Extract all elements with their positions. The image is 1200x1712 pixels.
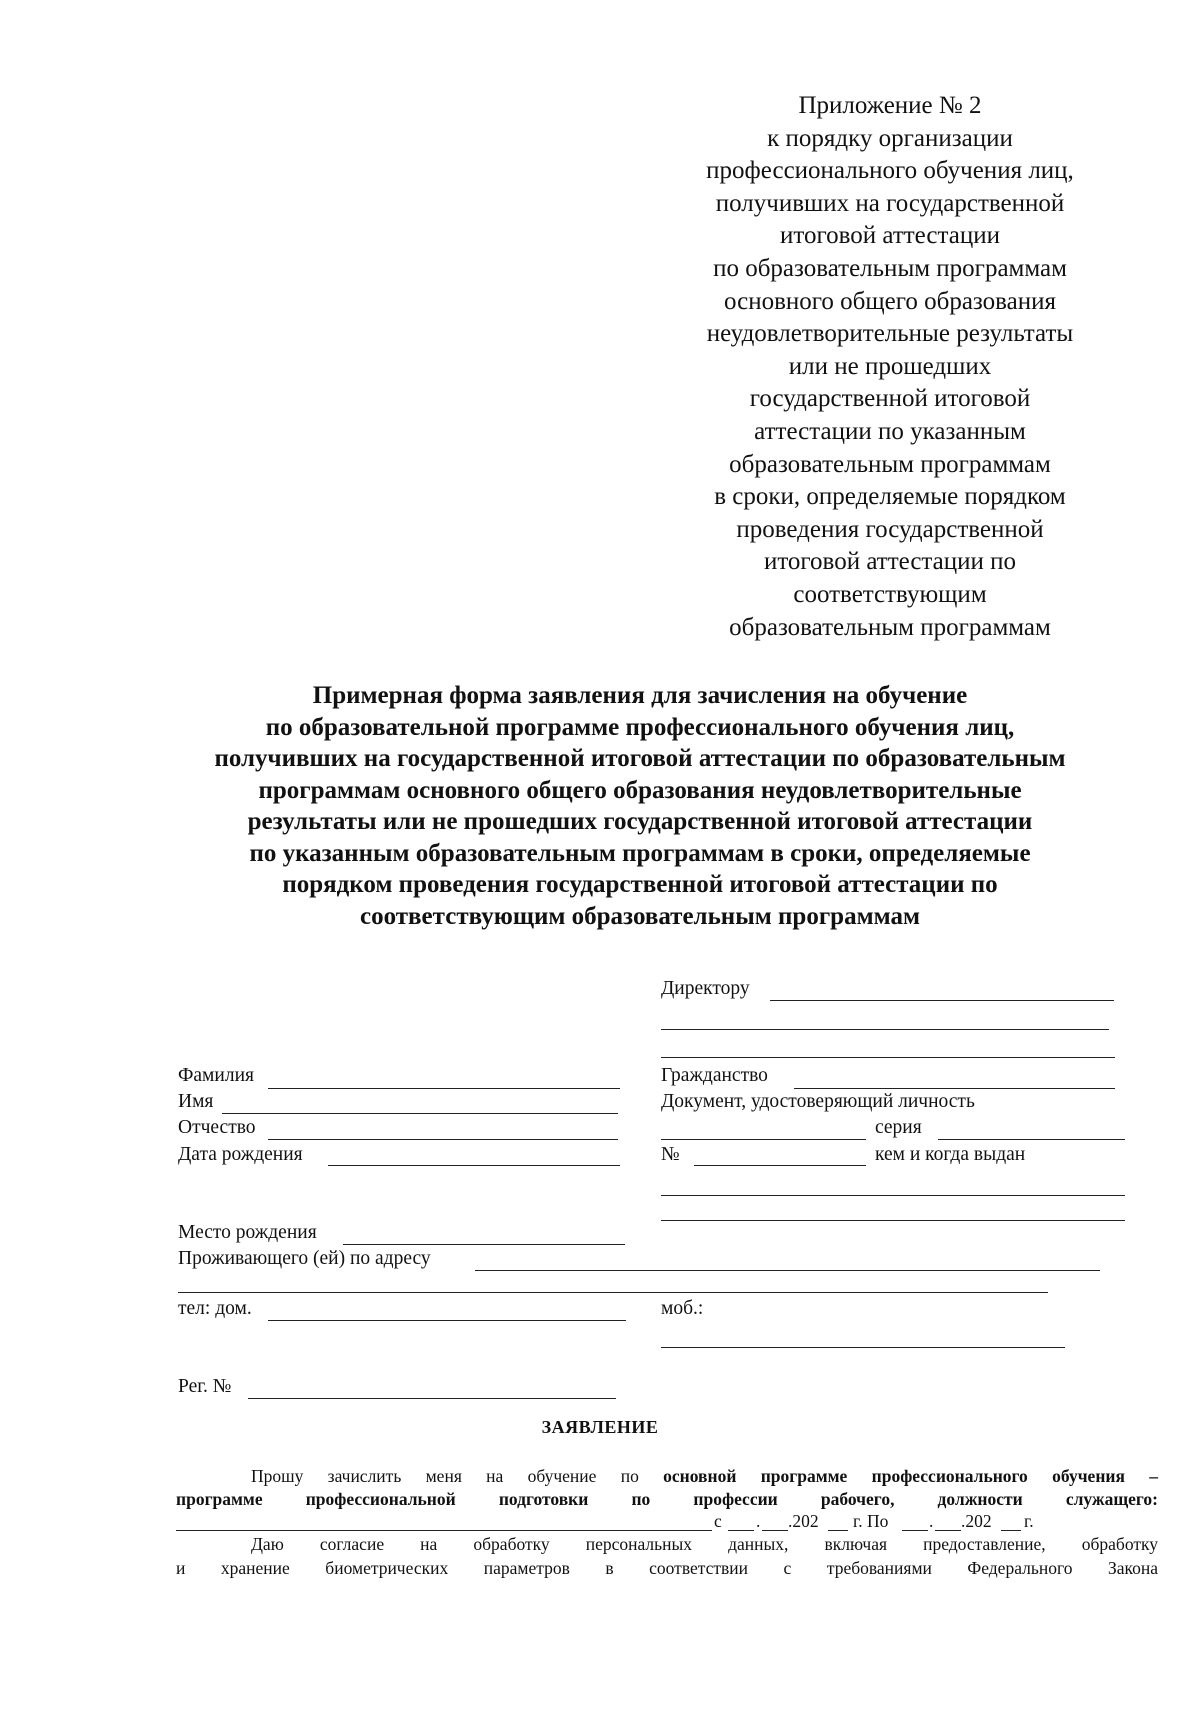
- surname-label: Фамилия: [178, 1065, 254, 1086]
- phone-home-label: тел: дом.: [178, 1298, 252, 1319]
- appendix-line: образовательным программам: [729, 613, 1051, 641]
- appendix-line: по образовательным программам: [713, 254, 1067, 282]
- series-field[interactable]: [938, 1139, 1125, 1140]
- date-to-month-field[interactable]: [935, 1530, 961, 1531]
- appendix-line: или не прошедших: [788, 352, 992, 380]
- statement-heading: ЗАЯВЛЕНИЕ: [541, 1417, 659, 1437]
- director-field-line-2[interactable]: [661, 1029, 1109, 1030]
- patronymic-field[interactable]: [268, 1139, 618, 1140]
- title-line: по образовательной программе профессионального обучения лиц,: [265, 713, 1015, 741]
- statement-line-1: [251, 1466, 1158, 1487]
- appendix-line: соответствующим: [793, 580, 987, 608]
- address-field[interactable]: [475, 1270, 1100, 1271]
- issued-by-label: кем и когда выдан: [875, 1144, 1026, 1165]
- date-from-month-field[interactable]: [762, 1530, 788, 1531]
- issued-by-field-line-2[interactable]: [661, 1220, 1125, 1221]
- title-line: по указанным образовательным программам в сроки, определяемые: [249, 839, 1031, 867]
- title-line: соответствующим образовательным программам: [360, 902, 920, 930]
- issued-by-field[interactable]: [661, 1195, 1125, 1196]
- patronymic-label: Отчество: [178, 1117, 256, 1138]
- appendix-line: образовательным программам: [729, 450, 1051, 478]
- reg-number-label: Рег. №: [178, 1376, 232, 1397]
- date-separator: .: [929, 1511, 934, 1531]
- name-field[interactable]: [222, 1113, 618, 1114]
- statement-text: Прошу зачислить меня на обучение по: [251, 1466, 639, 1486]
- program-name-field[interactable]: [176, 1530, 712, 1531]
- title-line: порядком проведения государственной итоговой аттестации по: [282, 871, 998, 898]
- birth-date-label: Дата рождения: [178, 1144, 303, 1165]
- date-from-year-label: .202: [788, 1511, 819, 1531]
- statement-line-2: программе профессиональной подготовки по профессии рабочего, должности служащего:: [176, 1489, 1158, 1509]
- director-field-line-3[interactable]: [661, 1057, 1115, 1058]
- appendix-line: профессионального обучения лиц,: [706, 157, 1074, 185]
- address-label: Проживающего (ей) по адресу: [178, 1248, 431, 1269]
- document-title: [120, 680, 1160, 932]
- address-field-line-2[interactable]: [178, 1292, 1048, 1293]
- mobile-label: моб.:: [661, 1298, 704, 1319]
- title-line: результаты или не прошедших государственной итоговой аттестации: [247, 808, 1033, 835]
- appendix-line: к порядку организации: [767, 124, 1013, 152]
- appendix-line: основного общего образования: [724, 287, 1056, 315]
- date-separator: .: [756, 1511, 761, 1531]
- series-label: серия: [875, 1117, 922, 1138]
- title-line: Примерная форма заявления для зачисления на обучение: [312, 682, 968, 709]
- appendix-line: аттестации по указанным: [754, 417, 1026, 445]
- date-from-label: с: [714, 1511, 722, 1531]
- appendix-line: итоговой аттестации: [780, 222, 1000, 250]
- date-to-year-label: .202: [961, 1511, 992, 1531]
- date-to-label: г. По: [853, 1511, 889, 1531]
- citizenship-field[interactable]: [794, 1088, 1115, 1089]
- statement-program-text: основной программе профессионального обучения –: [663, 1466, 1159, 1486]
- appendix-line: проведения государственной: [736, 515, 1044, 543]
- date-end-label: г.: [1024, 1511, 1034, 1531]
- consent-line-2: и хранение биометрических параметров в соответствии с требованиями Федерального Закона: [176, 1558, 1158, 1578]
- appendix-line: неудовлетворительные результаты: [706, 320, 1074, 348]
- id-document-type-field[interactable]: [661, 1139, 866, 1140]
- date-from-year-field[interactable]: [828, 1530, 848, 1531]
- appendix-line: получивших на государственной: [715, 189, 1065, 217]
- appendix-block: [680, 90, 1100, 644]
- number-label: №: [661, 1144, 680, 1165]
- title-line: получивших на государственной итоговой аттестации по образовательным: [214, 745, 1066, 772]
- appendix-line: Приложение № 2: [798, 92, 982, 119]
- consent-line-1: Даю согласие на обработку персональных данных, включая предоставление, обработку: [251, 1534, 1158, 1554]
- number-field[interactable]: [694, 1165, 866, 1166]
- phone-home-field[interactable]: [268, 1320, 626, 1321]
- director-label: Директору: [661, 978, 750, 999]
- citizenship-label: Гражданство: [661, 1065, 768, 1086]
- date-to-year-field[interactable]: [1001, 1530, 1021, 1531]
- name-label: Имя: [178, 1091, 214, 1112]
- birth-place-label: Место рождения: [178, 1222, 317, 1243]
- title-line: программам основного общего образования неудовлетворительные: [258, 776, 1022, 804]
- appendix-line: в сроки, определяемые порядком: [714, 483, 1066, 511]
- date-to-day-field[interactable]: [902, 1530, 928, 1531]
- appendix-line: государственной итоговой: [749, 385, 1031, 413]
- mobile-field[interactable]: [661, 1347, 1065, 1348]
- director-field[interactable]: [770, 1000, 1114, 1001]
- date-from-day-field[interactable]: [728, 1530, 754, 1531]
- birth-date-field[interactable]: [328, 1165, 620, 1166]
- surname-field[interactable]: [268, 1088, 620, 1089]
- id-document-label: Документ, удостоверяющий личность: [661, 1091, 975, 1112]
- appendix-line: итоговой аттестации по: [763, 548, 1017, 576]
- birth-place-field[interactable]: [343, 1244, 625, 1245]
- reg-number-field[interactable]: [248, 1398, 616, 1399]
